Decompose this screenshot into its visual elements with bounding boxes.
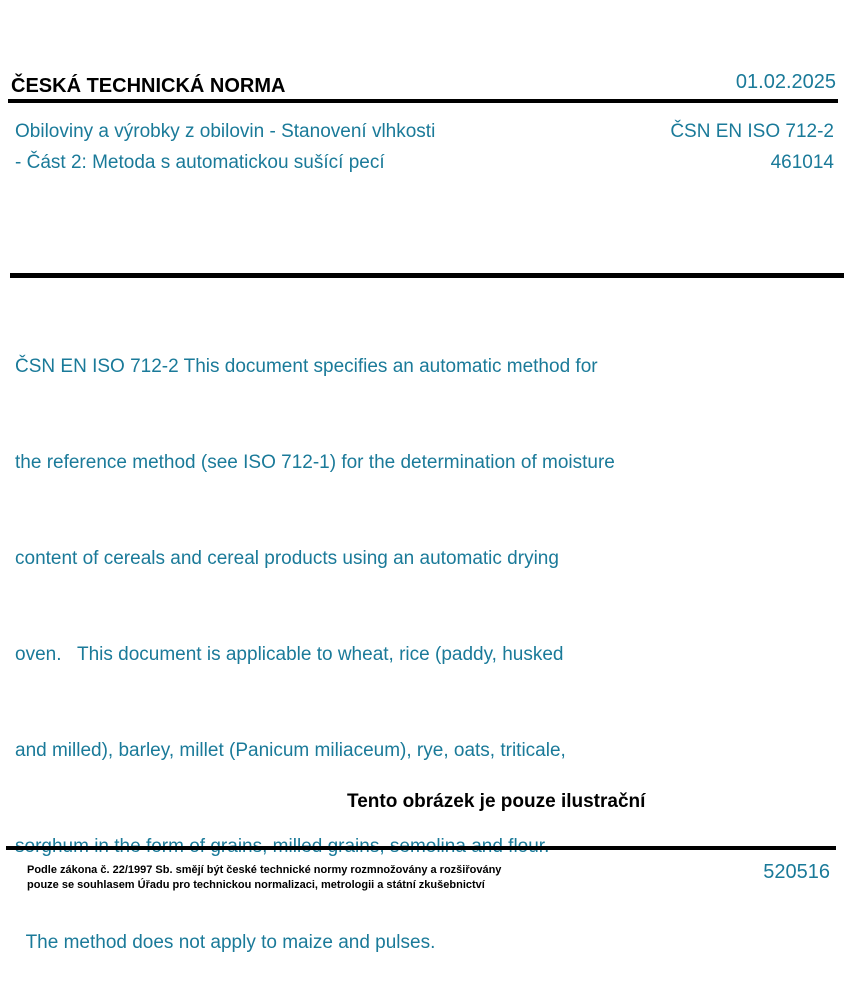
abstract-line: the reference method (see ISO 712-1) for the determination of moisture [15,452,615,473]
footer-divider [6,846,836,850]
document-title-line: - Část 2: Metoda s automatickou sušící pecí [15,152,385,173]
class-code: 461014 [770,152,834,173]
legal-notice-line: pouze se souhlasem Úřadu pro technickou normalizaci, metrologii a státní zkušebnictví [27,879,485,891]
header-divider [8,99,838,103]
norm-title: ČESKÁ TECHNICKÁ NORMA [11,75,286,97]
abstract-line: and milled), barley, millet (Panicum miliaceum), rye, oats, triticale, [15,740,566,761]
abstract-line: oven. This document is applicable to wheat, rice (paddy, husked [15,644,564,665]
illustration-notice: Tento obrázek je pouze ilustrační [347,791,646,812]
document-codes [670,116,834,178]
publication-date: 01.02.2025 [735,71,836,93]
abstract-line: ČSN EN ISO 712-2 This document specifies an automatic method for [15,356,598,377]
catalog-number: 520516 [763,861,830,883]
section-divider [10,273,844,278]
document-title-line: Obiloviny a výrobky z obilovin - Stanovení vlhkosti [15,121,436,142]
abstract-line: The method does not apply to maize and pulses. [15,932,436,953]
legal-notice [27,863,501,893]
document-title [15,116,515,178]
abstract-line: content of cereals and cereal products using an automatic drying [15,548,559,569]
legal-notice-line: Podle zákona č. 22/1997 Sb. smějí být české technické normy rozmnožovány a rozšiřovány [27,864,502,876]
standard-code: ČSN EN ISO 712-2 [670,121,834,142]
